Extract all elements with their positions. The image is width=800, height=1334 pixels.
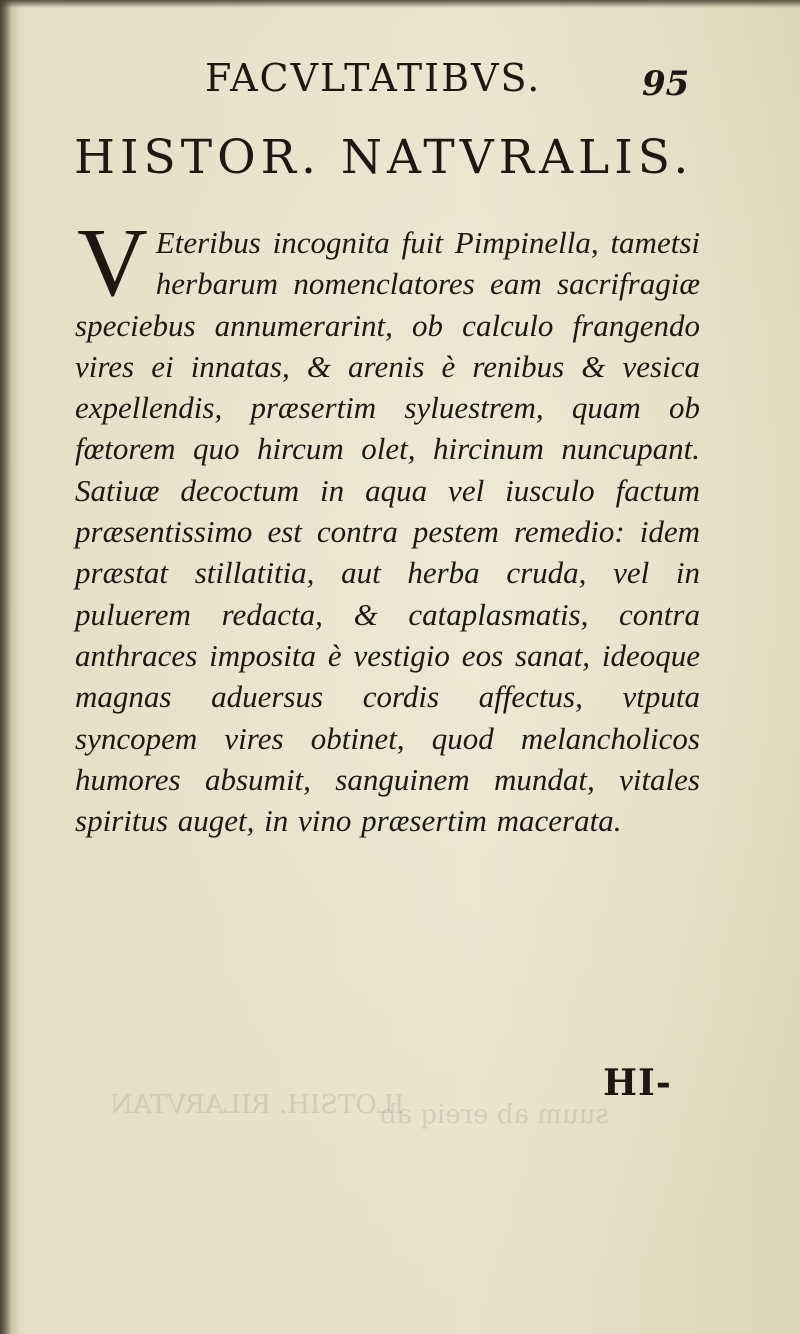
catchword: HI- [603, 1062, 672, 1104]
paragraph-text: Eteribus incognita fuit Pimpinella, tametsi herbarum nomenclatores eam sacrifragiæ speciebus annumerarint, ob calculo frangendo vires ei innatas, & arenis è renibus & vesica expellendis, præsertim syluestrem, quam ob fœtorem quo hircum olet, hircinum nuncupant. Satiuæ decoctum in aqua vel iusculo factum præsentissimo est contra pestem remedio: idem præstat stillatitia, aut herba cruda, vel in puluerem redacta, & cataplasmatis, contra anthraces imposita è vestigio eos sanat, ideoque magnas aduersus cordis affectus, vtputa syncopem vires obtinet, quod melancholicos humores absumit, sanguinem mundat, vitales spiritus auget, in vino præsertim macerata. [75, 225, 700, 839]
page-number: 95 [642, 64, 690, 104]
bleed-through-text: ILOTSIH. RILARVTAN [110, 1090, 405, 1120]
bleed-through-text-2: suum ab ereiq ab [380, 1100, 609, 1130]
section-heading: HISTOR. NATVRALIS. [74, 130, 694, 185]
running-head: FACVLTATIBVS. [205, 56, 542, 100]
binding-shadow [0, 0, 12, 1334]
drop-cap: V [77, 209, 148, 317]
body-paragraph [75, 209, 700, 841]
page-top-shadow [0, 0, 800, 8]
